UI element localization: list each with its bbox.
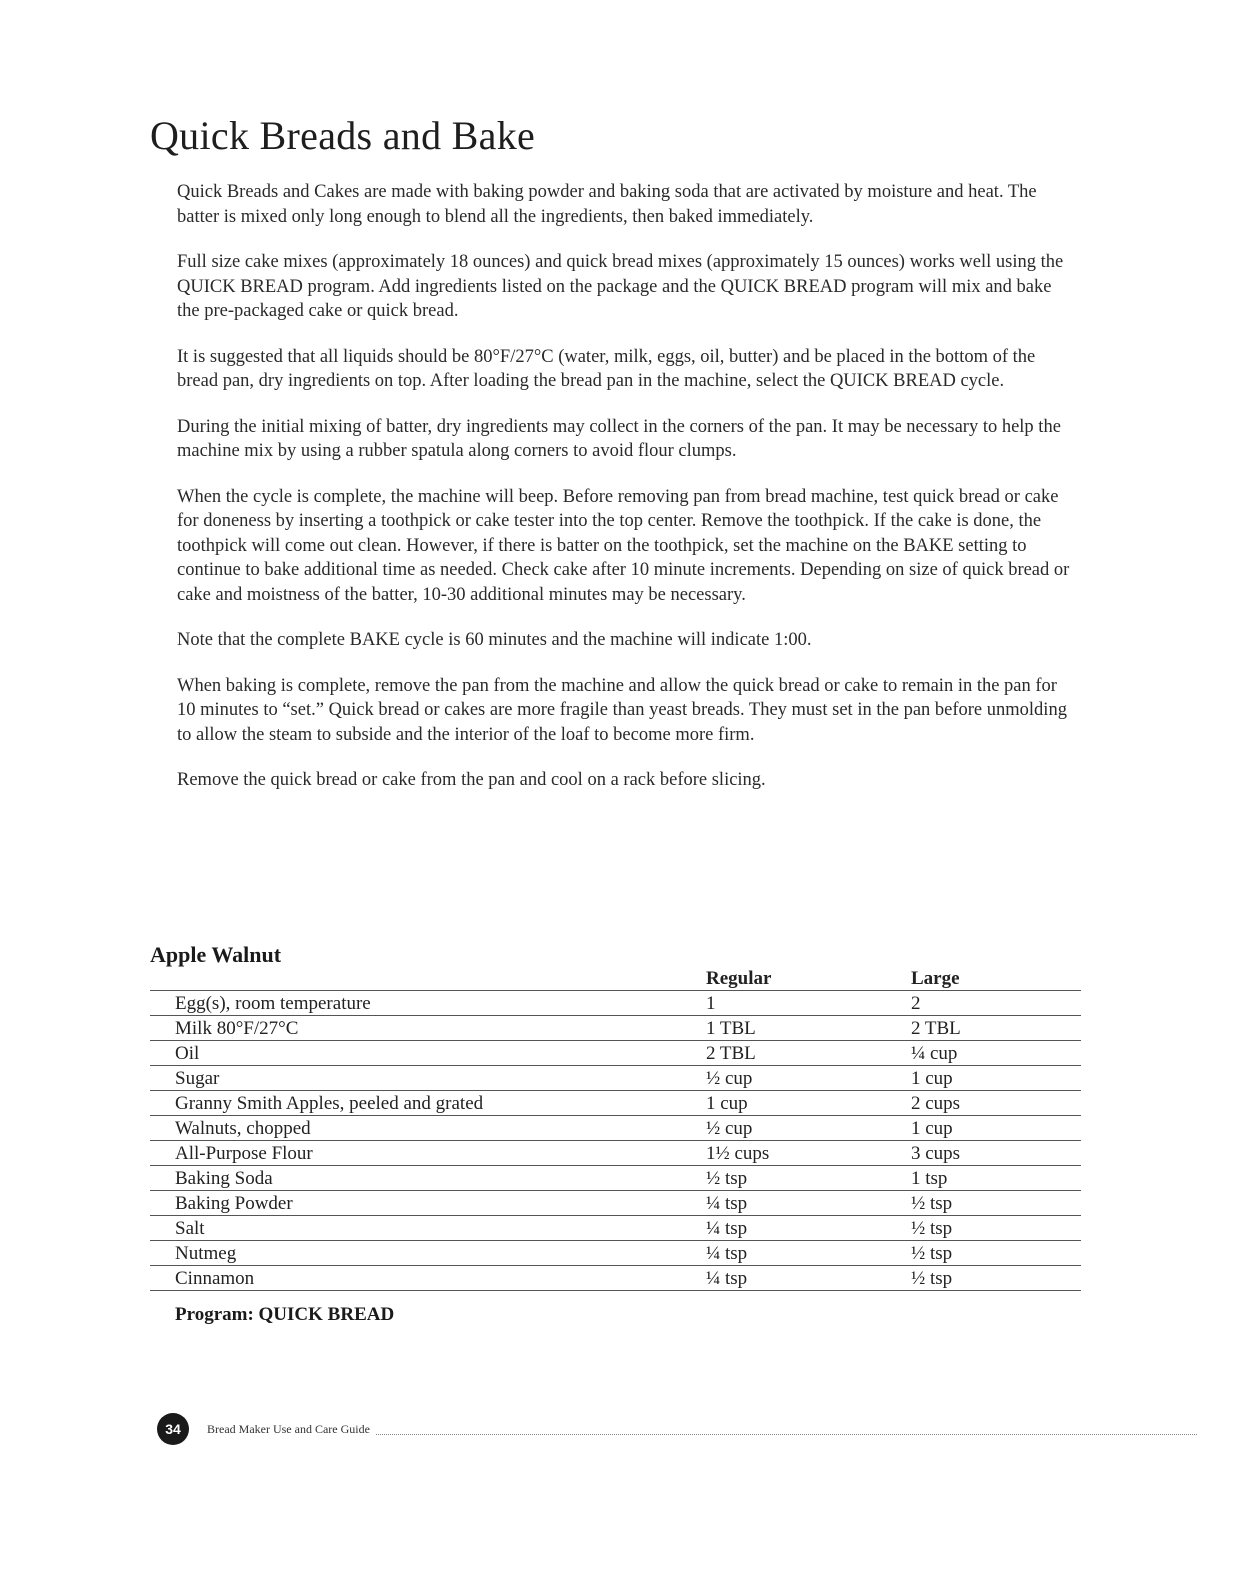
regular-amount-cell: ½ cup — [706, 1068, 753, 1089]
table-row — [150, 1241, 1081, 1266]
ingredient-cell: Salt — [175, 1218, 205, 1239]
ingredient-cell: Egg(s), room temperature — [175, 993, 371, 1014]
body-text — [177, 180, 1077, 814]
paragraph: It is suggested that all liquids should be 80°F/27°C (water, milk, eggs, oil, butter) and be placed in the bottom of the bread pan, dry ingredients on top. After loading the bread pan in the machine, select the QUICK BREAD cycle. — [177, 346, 1036, 391]
ingredient-cell: Nutmeg — [175, 1243, 237, 1264]
paragraph: Full size cake mixes (approximately 18 ounces) and quick bread mixes (approximately 15 ounces) works well using the QUICK BREAD program. Add ingredients listed on the package and the QUICK BREAD program will mix and bake the pre-packaged cake or quick bread. — [177, 252, 1064, 321]
table-row — [150, 1016, 1081, 1041]
regular-amount-cell: 1½ cups — [706, 1143, 770, 1164]
regular-amount-cell: ¼ tsp — [706, 1193, 748, 1214]
ingredient-cell: Baking Powder — [175, 1193, 293, 1214]
large-amount-cell: ½ tsp — [911, 1268, 953, 1289]
paragraph: Note that the complete BAKE cycle is 60 minutes and the machine will indicate 1:00. — [177, 630, 812, 650]
regular-amount-cell: ½ cup — [706, 1118, 753, 1139]
page-number-badge: 34 — [157, 1413, 189, 1445]
page-title: Quick Breads and Bake — [150, 113, 536, 158]
table-row — [150, 1116, 1081, 1141]
footer-title: Bread Maker Use and Care Guide — [207, 1421, 370, 1436]
large-amount-cell: ½ tsp — [911, 1243, 953, 1264]
table-row — [150, 1141, 1081, 1166]
large-amount-cell: 1 cup — [911, 1118, 953, 1139]
header-regular: Regular — [706, 968, 772, 989]
ingredient-cell: Cinnamon — [175, 1268, 255, 1289]
regular-amount-cell: 1 TBL — [706, 1018, 756, 1039]
header-large: Large — [911, 968, 960, 989]
paragraph: Quick Breads and Cakes are made with baking powder and baking soda that are activated by moisture and heat. The batter is mixed only long enough to blend all the ingredients, then baked immediately. — [177, 182, 1037, 227]
paragraph: During the initial mixing of batter, dry ingredients may collect in the corners of the pan. It may be necessary to help the machine mix by using a rubber spatula along corners to avoid flour clumps. — [177, 416, 1061, 461]
table-body — [150, 991, 1081, 1291]
ingredient-cell: Granny Smith Apples, peeled and grated — [175, 1093, 484, 1114]
large-amount-cell: 2 — [911, 993, 921, 1014]
table-row — [150, 1166, 1081, 1191]
table-row — [150, 1266, 1081, 1291]
ingredient-cell: Baking Soda — [175, 1168, 273, 1189]
regular-amount-cell: ½ tsp — [706, 1168, 748, 1189]
regular-amount-cell: 1 — [706, 993, 716, 1014]
table-row — [150, 1091, 1081, 1116]
table-row — [150, 1216, 1081, 1241]
recipe-title: Apple Walnut — [150, 942, 282, 967]
regular-amount-cell: 2 TBL — [706, 1043, 756, 1064]
ingredient-cell: Milk 80°F/27°C — [175, 1018, 299, 1039]
ingredient-cell: Walnuts, chopped — [175, 1118, 311, 1139]
large-amount-cell: 1 tsp — [911, 1168, 948, 1189]
ingredient-cell: All-Purpose Flour — [175, 1143, 313, 1164]
table-row — [150, 1066, 1081, 1091]
regular-amount-cell: ¼ tsp — [706, 1218, 748, 1239]
regular-amount-cell: 1 cup — [706, 1093, 748, 1114]
ingredient-table — [150, 966, 1081, 1291]
footer-dotted-rule — [376, 1433, 1197, 1435]
regular-amount-cell: ¼ tsp — [706, 1268, 748, 1289]
paragraph: Remove the quick bread or cake from the pan and cool on a rack before slicing. — [177, 770, 766, 790]
large-amount-cell: 2 cups — [911, 1093, 961, 1114]
ingredient-cell: Oil — [175, 1043, 200, 1064]
program-label: Program: QUICK BREAD — [175, 1304, 395, 1325]
large-amount-cell: ½ tsp — [911, 1218, 953, 1239]
large-amount-cell: 1 cup — [911, 1068, 953, 1089]
table-header — [150, 966, 1081, 991]
table-row — [150, 991, 1081, 1016]
paragraph: When the cycle is complete, the machine will beep. Before removing pan from bread machine, test quick bread or cake for doneness by inserting a toothpick or cake tester into the top center. Remove the toothpick. If the cake is done, the toothpick will come out clean. However, if there is batter on the toothpick, set the machine on the BAKE setting to continue to bake additional time as needed. Check cake after 10 minute increments. Depending on size of quick bread or cake and moistness of the batter, 10-30 additional minutes may be necessary. — [177, 486, 1070, 605]
ingredient-cell: Sugar — [175, 1068, 220, 1089]
large-amount-cell: 3 cups — [911, 1143, 961, 1164]
table-row — [150, 1191, 1081, 1216]
paragraph: When baking is complete, remove the pan from the machine and allow the quick bread or cake to remain in the pan for 10 minutes to “set.” Quick bread or cakes are more fragile than yeast breads. They must set in the pan before unmolding to allow the steam to subside and the interior of the loaf to become more firm. — [177, 675, 1067, 745]
large-amount-cell: 2 TBL — [911, 1018, 961, 1039]
large-amount-cell: ½ tsp — [911, 1193, 953, 1214]
page-footer — [157, 1412, 1197, 1446]
large-amount-cell: ¼ cup — [911, 1043, 958, 1064]
regular-amount-cell: ¼ tsp — [706, 1243, 748, 1264]
table-row — [150, 1041, 1081, 1066]
